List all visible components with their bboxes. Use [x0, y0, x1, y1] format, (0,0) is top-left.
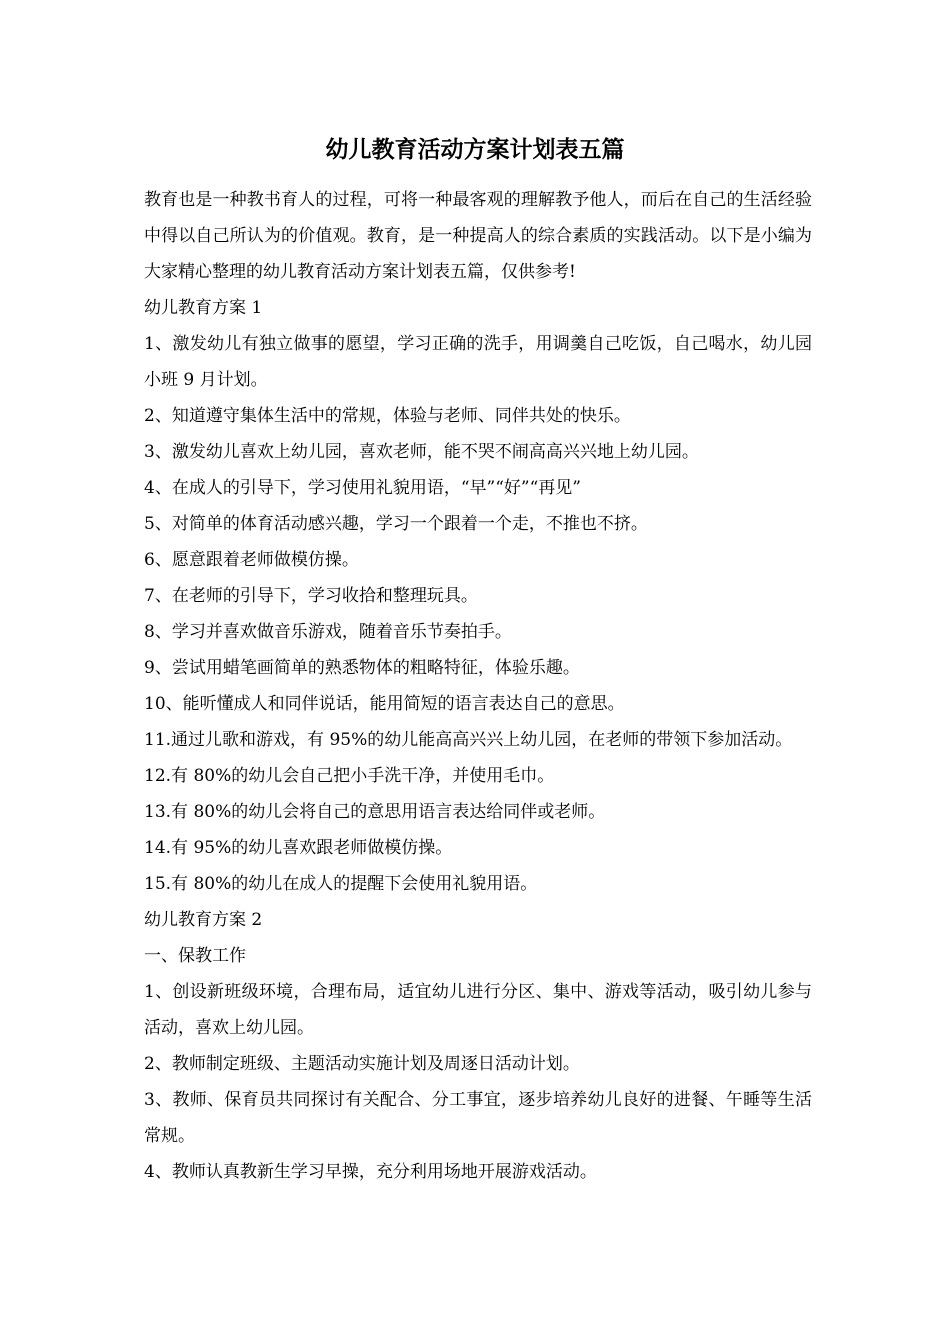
list-item: 8、学习并喜欢做音乐游戏，随着音乐节奏拍手。 [144, 622, 512, 642]
list-item: 1、激发幼儿有独立做事的愿望，学习正确的洗手，用调羹自己吃饭，自己喝水，幼儿园小班 9 月计划。 [144, 334, 812, 390]
list-item: 2、教师制定班级、主题活动实施计划及周逐日活动计划。 [144, 1054, 580, 1074]
list-item: 13.有 80%的幼儿会将自己的意思用语言表达给同伴或老师。 [144, 802, 606, 822]
document-title: 幼儿教育活动方案计划表五篇 [325, 136, 625, 163]
list-item: 10、能听懂成人和同伴说话，能用简短的语言表达自己的意思。 [144, 694, 625, 714]
list-item: 4、在成人的引导下，学习使用礼貌用语，“早”“好”“再见” [144, 478, 581, 498]
subsection-heading: 一、保教工作 [144, 946, 246, 966]
list-item: 11.通过儿歌和游戏，有 95%的幼儿能高高兴兴上幼儿园，在老师的带领下参加活动。 [144, 730, 793, 750]
list-item: 3、激发幼儿喜欢上幼儿园，喜欢老师，能不哭不闹高高兴兴地上幼儿园。 [144, 442, 699, 462]
list-item: 15.有 80%的幼儿在成人的提醒下会使用礼貌用语。 [144, 874, 538, 894]
list-item: 6、愿意跟着老师做模仿操。 [144, 550, 359, 570]
document-body [144, 182, 812, 1190]
list-item: 4、教师认真教新生学习早操，充分利用场地开展游戏活动。 [144, 1162, 597, 1182]
list-item: 5、对简单的体育活动感兴趣，学习一个跟着一个走，不推也不挤。 [144, 514, 648, 534]
list-item: 1、创设新班级环境，合理布局，适宜幼儿进行分区、集中、游戏等活动，吸引幼儿参与活动，喜欢上幼儿园。 [144, 982, 812, 1038]
list-item: 3、教师、保育员共同探讨有关配合、分工事宜，逐步培养幼儿良好的进餐、午睡等生活常规。 [144, 1090, 812, 1146]
section-heading-plan-1: 幼儿教育方案 1 [144, 298, 263, 318]
list-item: 7、在老师的引导下，学习收拾和整理玩具。 [144, 586, 478, 606]
section-heading-plan-2: 幼儿教育方案 2 [144, 910, 263, 930]
list-item: 9、尝试用蜡笔画简单的熟悉物体的粗略特征，体验乐趣。 [144, 658, 580, 678]
list-item: 14.有 95%的幼儿喜欢跟老师做模仿操。 [144, 838, 453, 858]
intro-paragraph: 教育也是一种教书育人的过程，可将一种最客观的理解教予他人，而后在自己的生活经验中得以自己所认为的价值观。教育，是一种提高人的综合素质的实践活动。以下是小编为大家精心整理的幼儿教育活动方案计划表五篇，仅供参考! [144, 190, 812, 282]
list-item: 12.有 80%的幼儿会自己把小手洗干净，并使用毛巾。 [144, 766, 555, 786]
list-item: 2、知道遵守集体生活中的常规，体验与老师、同伴共处的快乐。 [144, 406, 631, 426]
